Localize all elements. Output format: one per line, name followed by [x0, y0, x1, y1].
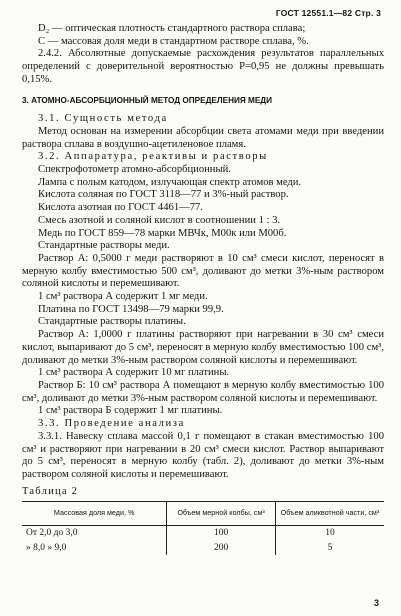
equipment-item: Спектрофотометр атомно-абсорбционный. [38, 164, 231, 176]
table-header-cell: Объем мерной колбы, см³ [167, 502, 276, 526]
definition-d2: D₂ — оптическая плотность стандартного раствора сплава; [38, 23, 306, 34]
equipment-item: Смесь азотной и соляной кислот в соотношении 1 : 3. [38, 214, 281, 226]
table-caption: Таблица 2 [22, 485, 79, 497]
table-row [22, 541, 384, 556]
table-header-cell: Объем аликвотной части, см³ [275, 502, 384, 526]
platinum-standard: Стандартные растворы платины. [38, 316, 186, 328]
page-number: 3 [373, 598, 379, 608]
table-header-cell: Массовая доля меди, % [22, 502, 167, 526]
equipment-item: Лампа с полым катодом, излучающая спектр атомов меди. [38, 176, 302, 188]
table-cell: 10 [275, 526, 384, 541]
equipment-item: Медь по ГОСТ 859—78 марки МВЧк, М00к или М00б. [38, 227, 287, 239]
copper-a-contains: 1 см³ раствора А содержит 1 мг меди. [38, 291, 208, 303]
paragraph-2-4-2: 2.4.2. Абсолютные допускаемые расхождения результатов параллельных определений с доверительной вероятностью P=0,95 не должны превышать 0,15%. [22, 48, 384, 85]
heading-3-2: 3.2. Аппаратура, реактивы и растворы [38, 151, 268, 163]
section-title: 3. АТОМНО-АБСОРБЦИОННЫЙ МЕТОД ОПРЕДЕЛЕНИЯ МЕДИ [22, 95, 273, 105]
platinum-solution-b: Раствор Б: 10 см³ раствора А помещают в мерную колбу вместимостью 100 см³, доливают до метки 3%-ным раствором соляной кислоты и перемешивают. [22, 379, 384, 404]
paragraph-3-1: Метод основан на измерении абсорбции света атомами меди при введении раствора сплава в воздушно-ацетиленовое пламя. [22, 125, 384, 150]
table-cell: 100 [167, 526, 276, 541]
table-header-row [22, 502, 384, 526]
equipment-item: Кислота азотная по ГОСТ 4461—77. [38, 202, 203, 214]
platinum-b-contains: 1 см³ раствора Б содержит 1 мг платины. [38, 405, 223, 417]
copper-solution-a: Раствор А: 0,5000 г меди растворяют в 10 см³ смеси кислот, переносят в мерную колбу вместимостью 500 см³, доливают до метки 3%-ным раствором соляной кислоты и перемешивают. [22, 252, 384, 290]
heading-3-3: 3.3. Проведение анализа [38, 418, 185, 430]
platinum-a-contains: 1 см³ раствора А содержит 10 мг платины. [38, 367, 230, 379]
equipment-item: Кислота соляная по ГОСТ 3118—77 и 3%-ный раствор. [38, 189, 289, 201]
document-body [22, 23, 384, 555]
table-cell: От 2,0 до 3,0 [26, 528, 78, 539]
platinum-grade: Платина по ГОСТ 13498—79 марки 99,9. [38, 303, 224, 315]
equipment-item: Стандартные растворы меди. [38, 240, 170, 252]
definition-c: C — массовая доля меди в стандартном растворе сплава, %. [38, 35, 309, 47]
table-2 [22, 501, 384, 555]
table-cell: 200 [167, 541, 276, 556]
heading-3-1: 3.1. Сущность метода [38, 113, 168, 125]
paragraph-3-3-1: 3.3.1. Навеску сплава массой 0,1 г помещают в стакан вместимостью 100 см³ и растворяют при нагревании в 20 см³ смеси кислот. Раствор выпаривают до 5 см³, переносят в мерную колбу (табл. 2), доливают до метки 3%-ным раствором соляной кислоты и перемешивают. [22, 430, 384, 480]
table-row [22, 526, 384, 541]
platinum-solution-a: Раствор А: 1,0000 г платины растворяют при нагревании в 30 см³ смеси кислот, выпаривают до 5 см³, переносят в мерную колбу вместимостью 100 см³, доливают до метки 3%-ным раствором соляной кислоты и перемешивают. [22, 329, 384, 366]
table-cell: » 8,0 » 9,0 [26, 542, 67, 553]
running-header: ГОСТ 12551.1—82 Стр. 3 [275, 8, 381, 18]
table-cell: 5 [275, 541, 384, 556]
